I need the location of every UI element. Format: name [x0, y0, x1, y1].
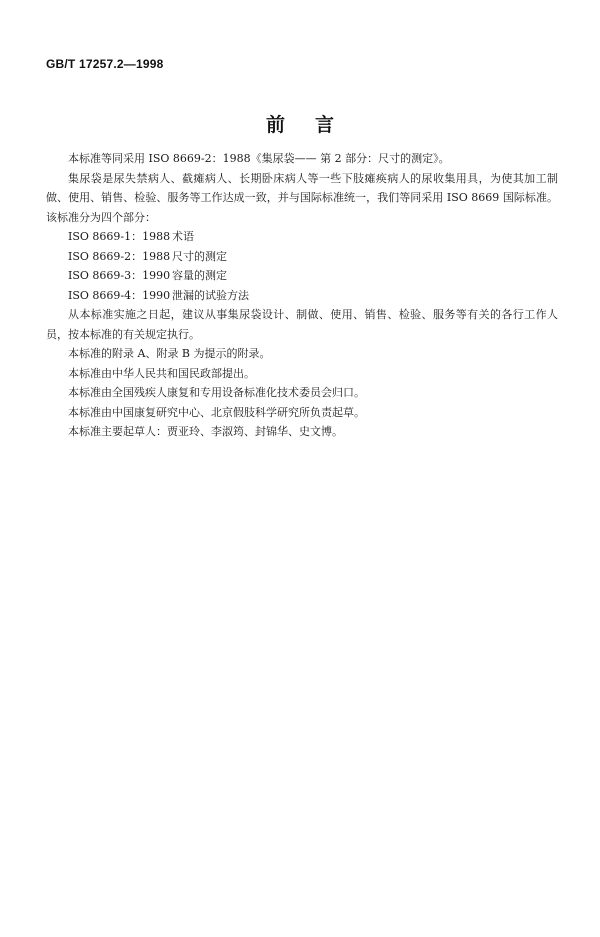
list-item — [46, 286, 558, 306]
paragraph-drafters: 本标准主要起草人：贾亚玲、李淑筠、封锦华、史文博。 — [68, 425, 343, 438]
parts-list — [46, 227, 558, 305]
list-item — [46, 247, 558, 267]
paragraph-appendix: 本标准的附录 A、附录 B 为提示的附录。 — [68, 347, 271, 360]
part-code: ISO 8669-2：1988 — [68, 249, 171, 263]
part-name: 尺寸的测定 — [172, 249, 227, 263]
part-name: 容量的测定 — [172, 269, 227, 282]
part-name: 泄漏的试验方法 — [172, 288, 249, 302]
paragraph-proposer: 本标准由中华人民共和国民政部提出。 — [68, 366, 255, 380]
page-title: 前言 — [265, 114, 364, 136]
paragraph-committee: 本标准由全国残疾人康复和专用设备标准化技术委员会归口。 — [68, 386, 365, 399]
standard-code: GB/T 17257.2—1998 — [46, 57, 164, 71]
part-code: ISO 8669-1：1988 — [68, 230, 171, 243]
paragraph-drafting-units: 本标准由中国康复研究中心、北京假肢科学研究所负责起草。 — [68, 405, 365, 419]
paragraph-adoption: 本标准等同采用 ISO 8669-2：1988《集尿袋—— 第 2 部分：尺寸的测定》。 — [68, 152, 450, 165]
document-body — [46, 149, 558, 442]
part-code: ISO 8669-4：1990 — [68, 288, 171, 302]
list-item — [46, 266, 558, 286]
part-name: 术语 — [172, 230, 194, 243]
paragraph-implementation: 从本标准实施之日起，建议从事集尿袋设计、制做、使用、销售、检验、服务等有关的各行工作人员，按本标准的有关规定执行。 — [46, 308, 558, 341]
paragraph-background: 集尿袋是尿失禁病人、截瘫病人、长期卧床病人等一些下肢瘫痪病人的尿收集用具，为使其加工制做、使用、销售、检验、服务等工作达成一致，并与国际标准统一，我们等同采用 ISO 8669 国际标准。该标准分为四个部分： — [46, 171, 558, 224]
part-code: ISO 8669-3：1990 — [68, 269, 171, 282]
list-item — [46, 227, 558, 247]
